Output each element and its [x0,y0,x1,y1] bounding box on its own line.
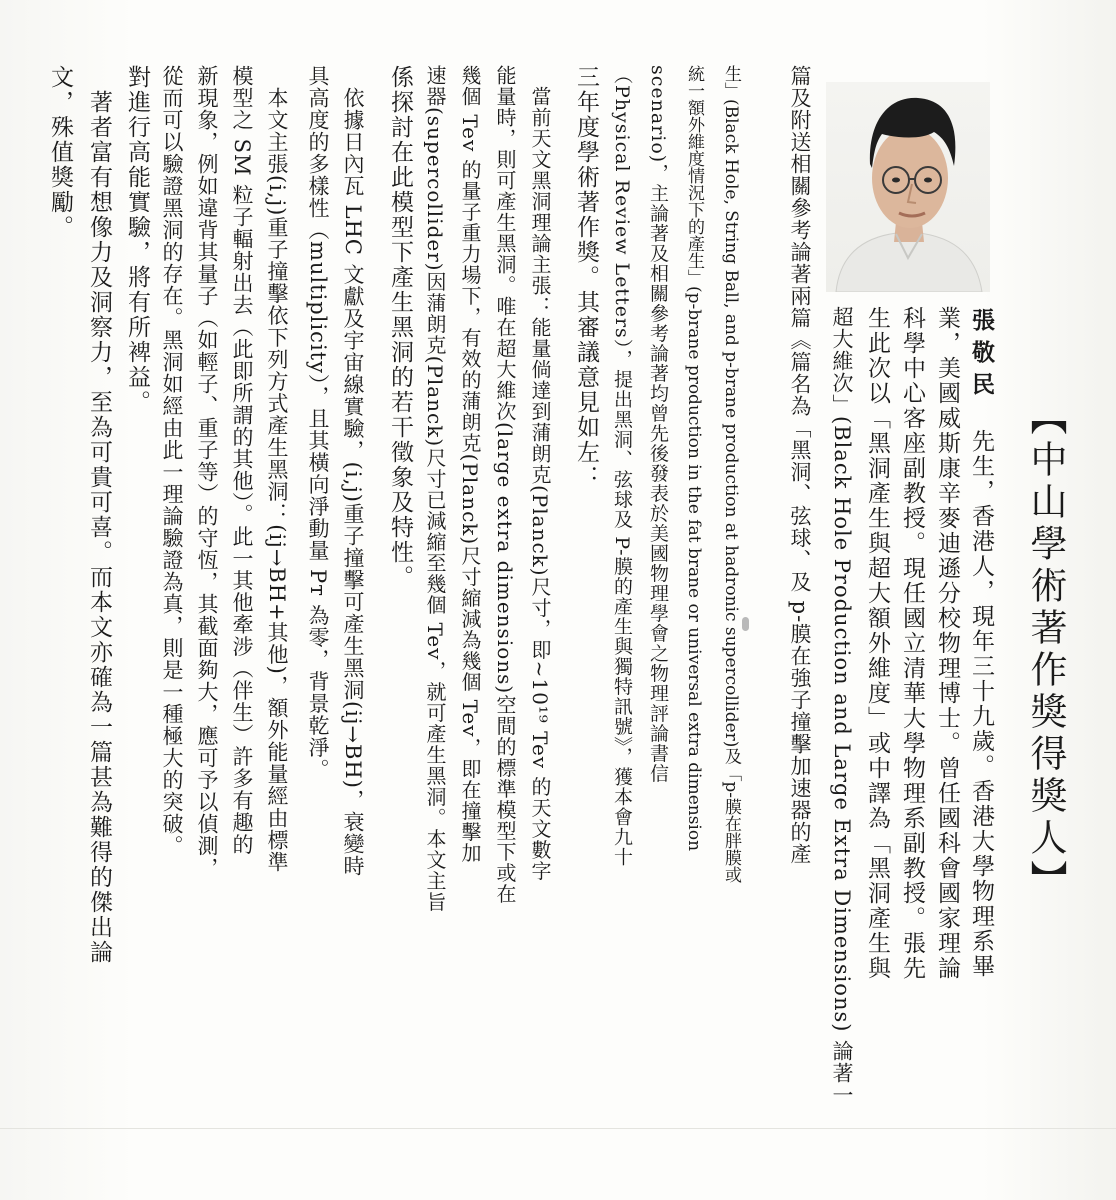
text-column-21: 新現象，例如違背其量子（如輕子、重子等）的守恆，其截面夠大，應可予以偵測， [195,65,219,879]
text-column-5: 超大維次」(Black Hole Production and Large Extra Dimensions) 論著一 [830,306,854,1107]
text-column-12: 當前天文黑洞理論主張：能量倘達到蒲朗克(Planck)尺寸，即~10¹⁹ Tev 的天文數字 [528,65,552,882]
text-column-3: 科學中心客座副教授。現任國立清華大學物理系副教授。張先 [899,306,925,981]
text-column-7: 生」(Black Hole, String Ball, and p-brane production at hadronic supercollider)及「p-膜在胖膜或 [721,65,741,884]
page-title: 【中山學術著作獎得獎人】 [1024,398,1067,902]
text-column-15: 速器(supercollider)因蒲朗克(Planck)尺寸已減縮至幾個 Tev，就可產生黑洞。本文主旨 [423,65,447,913]
author-intro: 先生，香港人，現年三十九歲。香港大學物理系畢 [968,404,994,979]
text-column-2: 業，美國威斯康辛麥迪遜分校物理博士。曾任國科會國家理論 [934,306,960,981]
author-name-line [968,308,995,979]
text-column-24: 著者富有想像力及洞察力，至為可貴可喜。而本文亦確為一篇甚為難得的傑出論 [86,65,112,965]
text-column-23: 對進行高能實驗，將有所裨益。 [124,65,150,415]
text-column-10: （Physical Review Letters），提出黑洞、弦球及 P-膜的產生與獨特訊號》，獲本會九十 [611,65,633,867]
text-column-9: scenario)，主論著及相關參考論著均曾先後發表於美國物理學會之物理評論書信 [647,65,669,784]
text-column-8: 統一額外維度情況下的產生」(p-brane production in the fat brane or universal extra dimension [684,65,704,852]
text-column-14: 幾個 Tev 的量子重力場下，有效的蒲朗克(Planck)尺寸縮減為幾個 Tev，即在撞擊加 [458,65,482,864]
portrait-illustration [826,82,990,292]
text-column-1 [966,308,996,979]
text-column-18: 具高度的多樣性（multiplicity），且其橫向淨動量 Pᴛ 為零，背景乾淨。 [306,65,330,781]
text-column-11: 三年度學術著作獎。其審議意見如左： [573,65,599,490]
text-column-19: 本文主張(i,j)重子撞擊依下列方式產生黑洞：(ij→BH+其他)，額外能量經由標準 [265,65,289,873]
text-column-6: 篇及附送相關參考論著兩篇《篇名為「黑洞、弦球、及 p-膜在強子撞擊加速器的產 [788,65,812,866]
scan-fold-line [0,1128,1116,1129]
text-column-22: 從而可以驗證黑洞的存在。黑洞如經由此一理論驗證為真，則是一種極大的突破。 [160,65,184,857]
portrait-photo [826,82,990,292]
text-column-13: 能量時，則可產生黑洞。唯在超大維次(large extra dimensions)空間的標準模型下或在 [493,65,517,905]
text-column-16: 係探討在此模型下產生黑洞的若干徵象及特性。 [387,65,413,590]
text-column-4: 生此次以「黑洞產生與超大額外維度」或中譯為「黑洞產生與 [864,306,890,981]
author-name: 張敬民 [968,308,994,404]
text-column-25: 文，殊值獎勵。 [47,65,73,240]
text-column-20: 模型之 SM 粒子輻射出去（此即所謂的其他）。此一其他牽涉（伴生）許多有趣的 [230,65,254,856]
text-column-17: 依據日內瓦 LHC 文獻及宇宙線實驗，(i,j)重子撞擊可產生黑洞(ij→BH)，衰變時 [341,65,365,877]
